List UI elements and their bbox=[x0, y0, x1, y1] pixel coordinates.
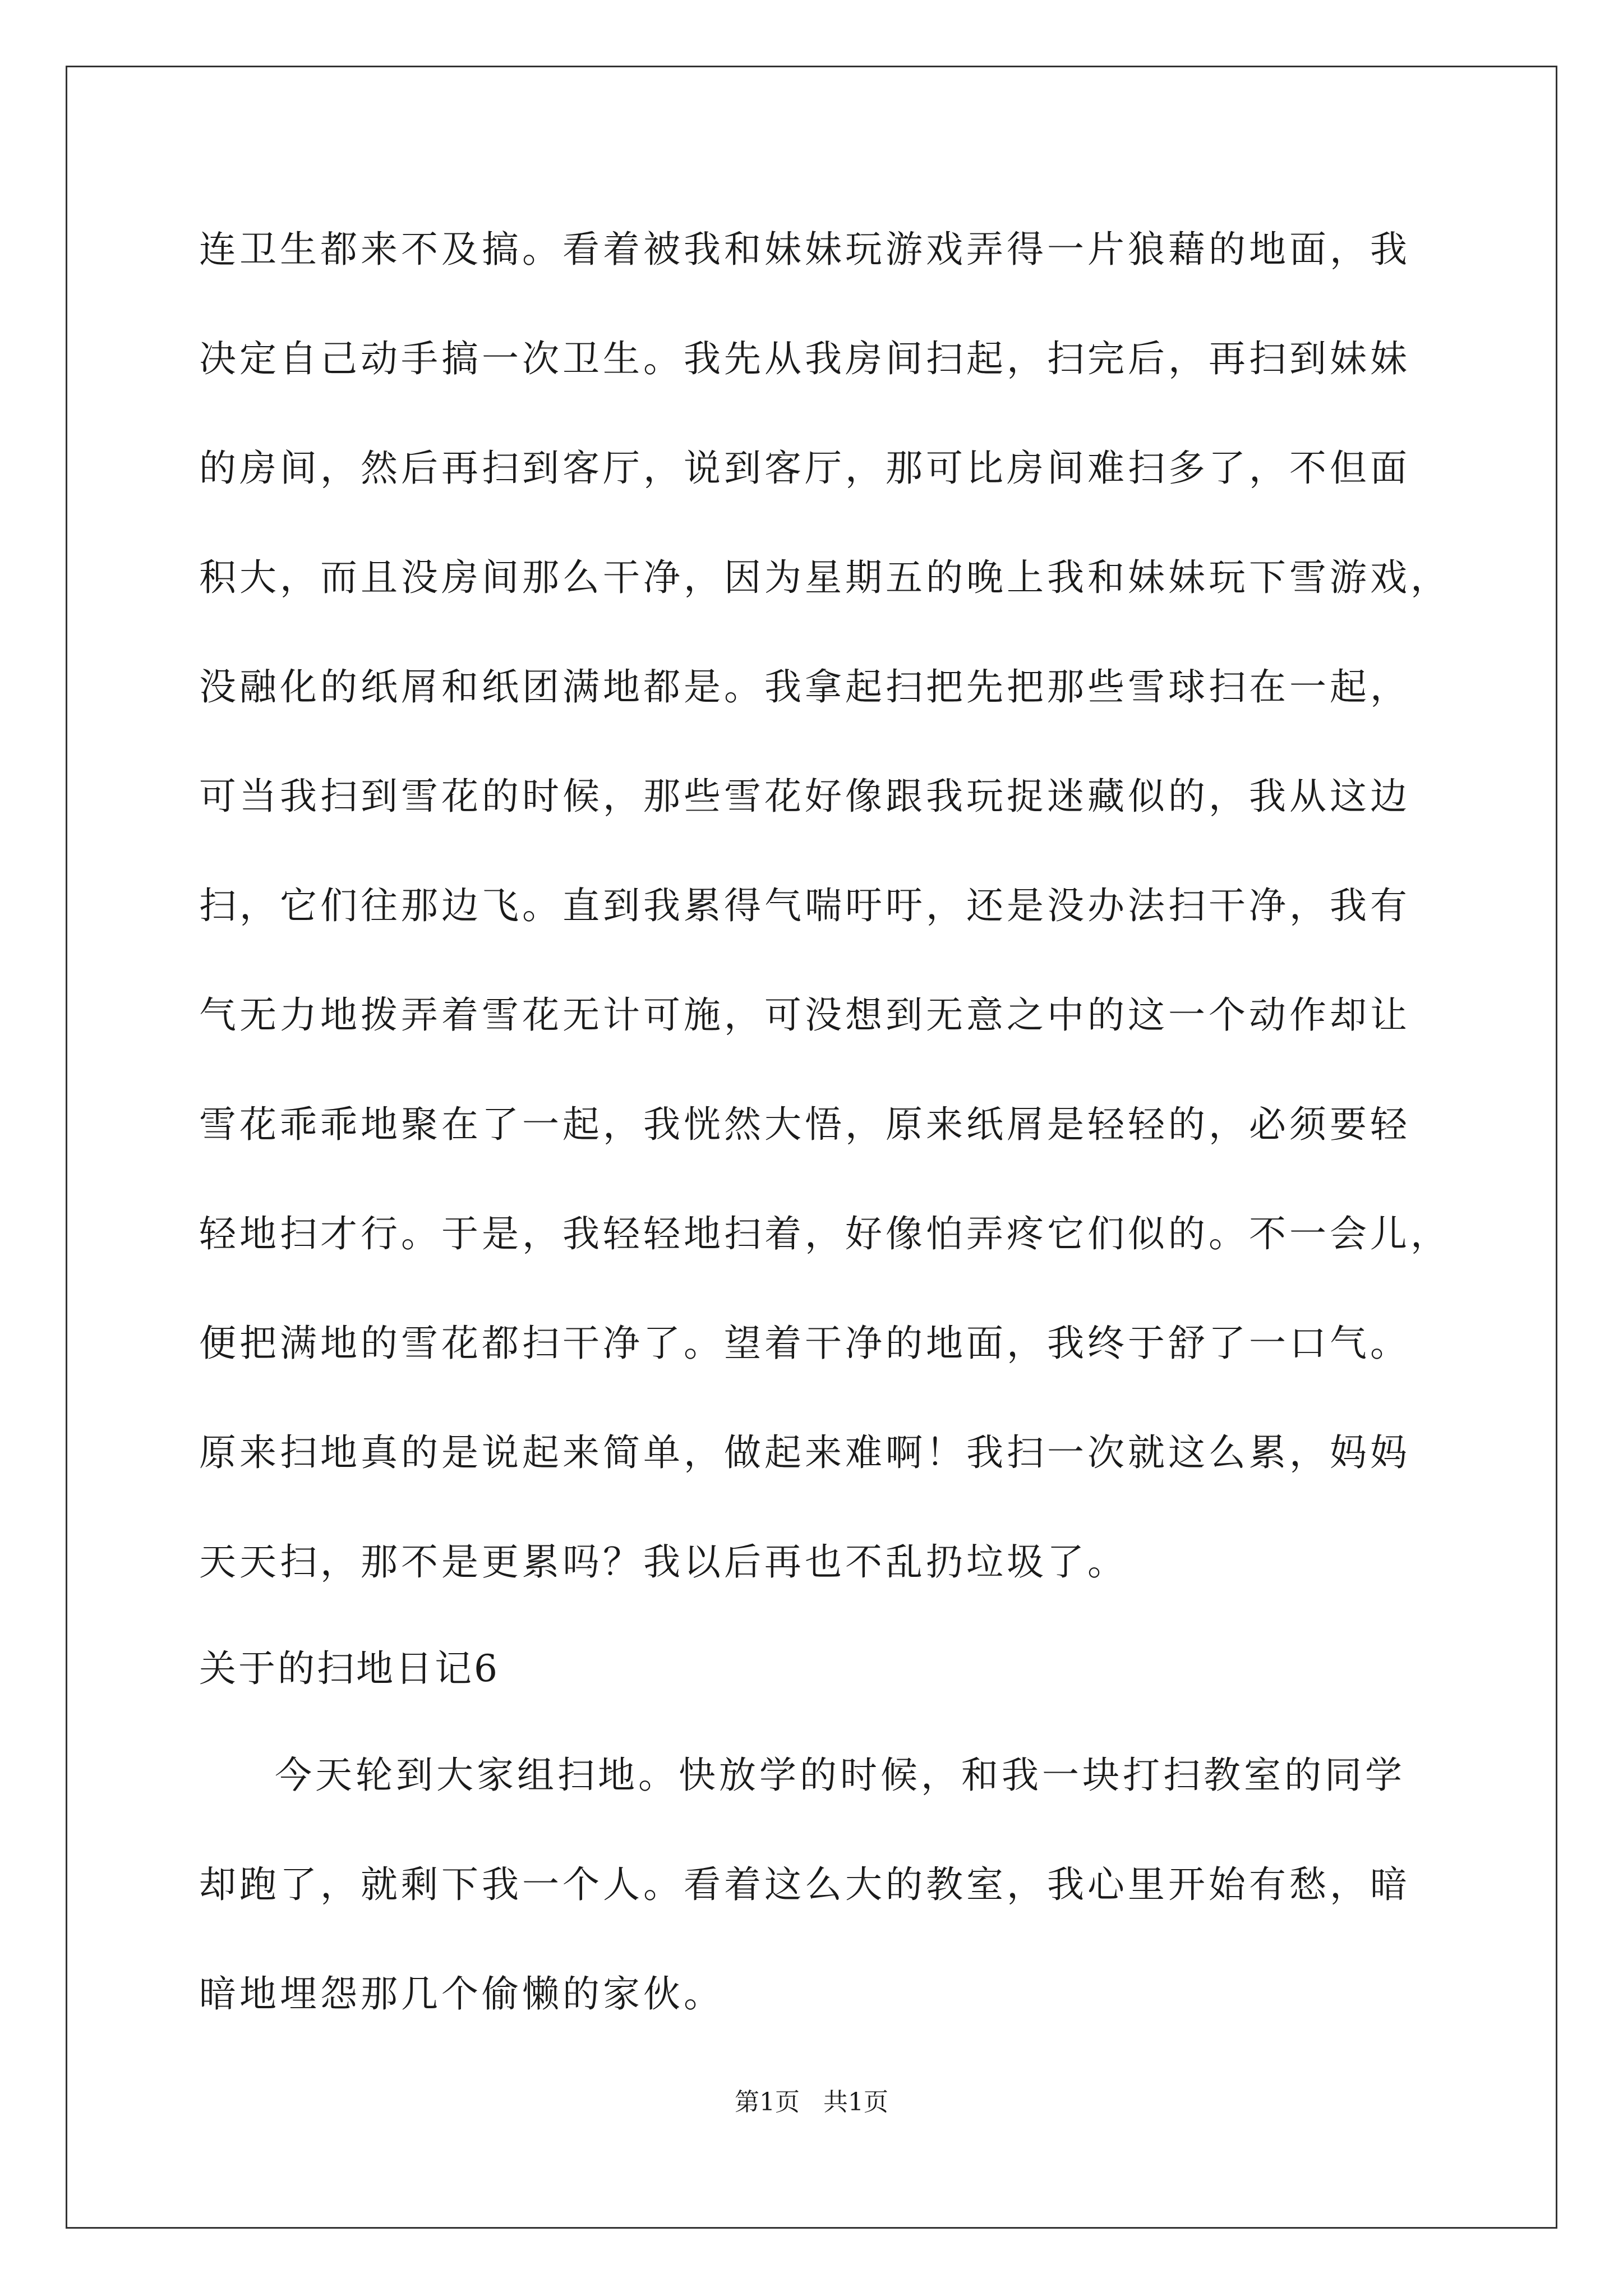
text-line: 可当我扫到雪花的时候，那些雪花好像跟我玩捉迷藏似的，我从这边 bbox=[199, 775, 1410, 818]
page-footer: 第1页 共1页 bbox=[735, 2088, 888, 2116]
text-line: 便把满地的雪花都扫干净了。望着干净的地面，我终于舒了一口气。 bbox=[199, 1322, 1410, 1365]
text-line: 暗地埋怨那几个偷懒的家伙。 bbox=[199, 1972, 724, 2016]
text-line: 连卫生都来不及搞。看着被我和妹妹玩游戏弄得一片狼藉的地面，我 bbox=[199, 228, 1410, 271]
text-line: 天天扫，那不是更累吗？我以后再也不乱扔垃圾了。 bbox=[199, 1540, 1128, 1584]
text-line: 的房间，然后再扫到客厅，说到客厅，那可比房间难扫多了，不但面 bbox=[199, 447, 1410, 490]
text-line: 扫，它们往那边飞。直到我累得气喘吁吁，还是没办法扫干净，我有 bbox=[199, 884, 1410, 927]
text-line: 原来扫地真的是说起来简单，做起来难啊！我扫一次就这么累，妈妈 bbox=[199, 1431, 1410, 1474]
text-line: 积大，而且没房间那么干净，因为星期五的晚上我和妹妹玩下雪游戏， bbox=[199, 556, 1451, 599]
text-line: 今天轮到大家组扫地。快放学的时候，和我一块打扫教室的同学 bbox=[275, 1754, 1405, 1797]
text-line: 轻地扫才行。于是，我轻轻地扫着，好像怕弄疼它们似的。不一会儿， bbox=[199, 1212, 1451, 1255]
text-line: 没融化的纸屑和纸团满地都是。我拿起扫把先把那些雪球扫在一起， bbox=[199, 665, 1410, 708]
section-heading: 关于的扫地日记6 bbox=[199, 1647, 500, 1690]
text-line: 雪花乖乖地聚在了一起，我恍然大悟，原来纸屑是轻轻的，必须要轻 bbox=[199, 1103, 1410, 1146]
text-line: 气无力地拨弄着雪花无计可施，可没想到无意之中的这一个动作却让 bbox=[199, 993, 1410, 1037]
text-line: 却跑了，就剩下我一个人。看着这么大的教室，我心里开始有愁，暗 bbox=[199, 1863, 1410, 1906]
text-line: 决定自己动手搞一次卫生。我先从我房间扫起，扫完后，再扫到妹妹 bbox=[199, 337, 1410, 380]
